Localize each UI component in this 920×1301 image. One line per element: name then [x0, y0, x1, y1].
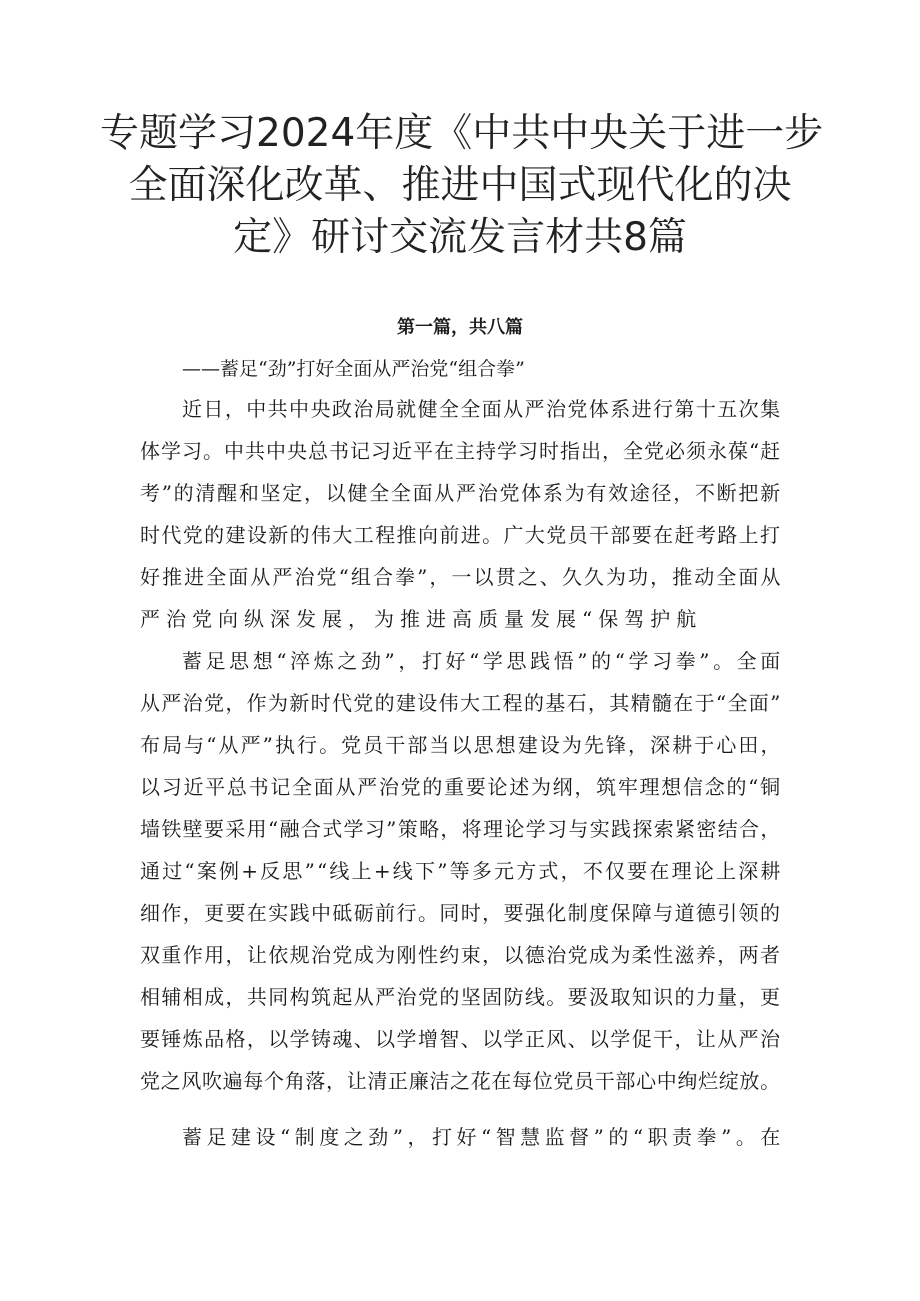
- body-line: 党之风吹遍每个角落，让清正廉洁之花在每位党员干部心中绚烂绽放。: [140, 1069, 781, 1093]
- body-line: 以习近平总书记全面从严治党的重要论述为纲，筑牢理想信念的“铜: [140, 775, 782, 799]
- body-line: 相辅相成，共同构筑起从严治党的坚固防线。要汲取知识的力量，更: [140, 985, 782, 1009]
- body-line: 细作，更要在实践中砥砺前行。同时，要强化制度保障与道德引领的: [140, 901, 782, 925]
- title-line: 定》研讨交流发言材共8篇: [233, 215, 687, 260]
- section-heading: 第一篇，共八篇: [397, 317, 523, 338]
- title-line: 全面深化改革、推进中国式现代化的决: [128, 163, 792, 208]
- title-line: 专题学习2024年度《中共中央关于进一步: [100, 111, 824, 156]
- body-line: 通过“案例+反思”“线上+线下”等多元方式，不仅要在理论上深耕: [140, 859, 783, 883]
- body-line: 严治党向纵深发展，为推进高质量发展“保驾护航: [140, 607, 703, 631]
- body-line: 考”的清醒和坚定，以健全全面从严治党体系为有效途径，不断把新: [140, 481, 782, 505]
- body-line: 从严治党，作为新时代党的建设伟大工程的基石，其精髓在于“全面”: [140, 691, 782, 715]
- document-title: [100, 108, 824, 264]
- body-line: 墙铁壁要采用“融合式学习”策略，将理论学习与实践探索紧密结合，: [140, 817, 782, 841]
- body-line: 蓄足思想“淬炼之劲”，打好“学思践悟”的“学习拳”。全面: [182, 649, 784, 673]
- body-line: 体学习。中共中央总书记习近平在主持学习时指出，全党必须永葆“赶: [140, 439, 782, 463]
- body-line: 好推进全面从严治党“组合拳”，一以贯之、久久为功，推动全面从: [140, 565, 783, 589]
- body-line: 时代党的建设新的伟大工程推向前进。广大党员干部要在赶考路上打: [140, 523, 782, 547]
- section-subtitle: ——蓄足“劲”打好全面从严治党“组合拳”: [182, 358, 525, 380]
- body-line: 要锤炼品格，以学铸魂、以学增智、以学正风、以学促干，让从严治: [140, 1027, 782, 1051]
- body-line: 近日，中共中央政治局就健全全面从严治党体系进行第十五次集: [182, 397, 782, 421]
- body-line: 蓄足建设“制度之劲”，打好“智慧监督”的“职责拳”。在: [182, 1125, 785, 1149]
- body-line: 布局与“从严”执行。党员干部当以思想建设为先锋，深耕于心田，: [140, 733, 783, 757]
- body-line: 双重作用，让依规治党成为刚性约束，以德治党成为柔性滋养，两者: [140, 943, 782, 967]
